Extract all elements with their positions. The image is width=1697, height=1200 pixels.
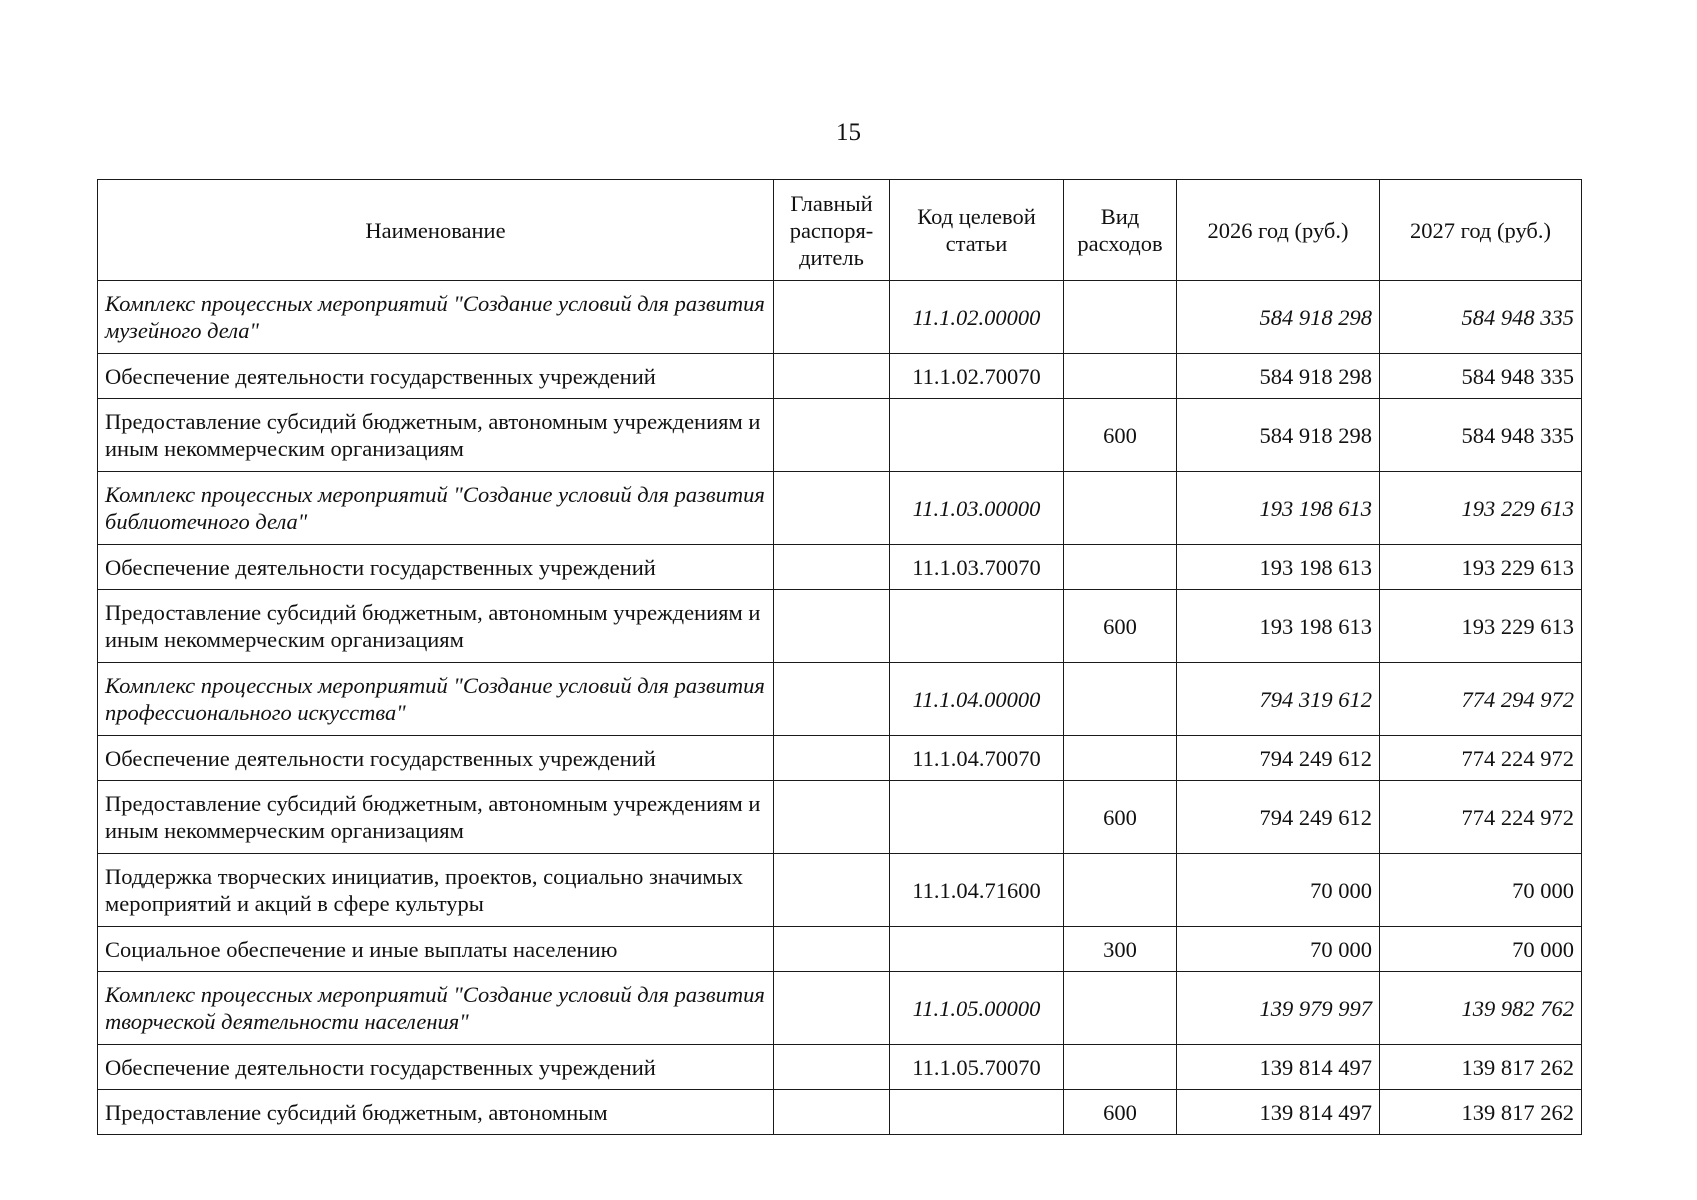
cell-code: [890, 590, 1064, 663]
cell-year-2026: 794 249 612: [1177, 781, 1380, 854]
table-row: [98, 399, 1582, 472]
cell-year-2027: 193 229 613: [1380, 545, 1582, 590]
table-row: [98, 1045, 1582, 1090]
cell-code: [890, 399, 1064, 472]
cell-expense-type: 300: [1064, 927, 1177, 972]
header-year-2026: 2026 год (руб.): [1177, 180, 1380, 281]
budget-table: [97, 179, 1582, 1135]
cell-year-2026: 794 319 612: [1177, 663, 1380, 736]
table-row: [98, 781, 1582, 854]
cell-expense-type: 600: [1064, 1090, 1177, 1135]
cell-code: 11.1.04.71600: [890, 854, 1064, 927]
cell-expense-type: 600: [1064, 590, 1177, 663]
cell-expense-type: [1064, 354, 1177, 399]
cell-manager: [774, 399, 890, 472]
cell-name: Комплекс процессных мероприятий "Создание условий для развития музейного дела": [98, 281, 774, 354]
table-row: [98, 854, 1582, 927]
cell-name: Социальное обеспечение и иные выплаты населению: [98, 927, 774, 972]
table-row: [98, 1090, 1582, 1135]
cell-year-2027: 70 000: [1380, 927, 1582, 972]
table-row: [98, 354, 1582, 399]
cell-code: [890, 927, 1064, 972]
cell-code: 11.1.05.70070: [890, 1045, 1064, 1090]
cell-year-2027: 193 229 613: [1380, 590, 1582, 663]
cell-expense-type: 600: [1064, 399, 1177, 472]
cell-expense-type: [1064, 1045, 1177, 1090]
cell-year-2026: 584 918 298: [1177, 354, 1380, 399]
cell-manager: [774, 1090, 890, 1135]
cell-manager: [774, 472, 890, 545]
cell-name: Поддержка творческих инициатив, проектов, социально значимых мероприятий и акций в сфере культуры: [98, 854, 774, 927]
cell-manager: [774, 545, 890, 590]
header-year-2027: 2027 год (руб.): [1380, 180, 1582, 281]
header-expense-type: Вид расходов: [1064, 180, 1177, 281]
cell-expense-type: [1064, 472, 1177, 545]
cell-year-2027: 584 948 335: [1380, 354, 1582, 399]
cell-year-2027: 774 224 972: [1380, 781, 1582, 854]
cell-year-2027: 139 817 262: [1380, 1090, 1582, 1135]
cell-name: Обеспечение деятельности государственных учреждений: [98, 545, 774, 590]
page-number: 15: [836, 119, 861, 146]
table-body: [98, 281, 1582, 1135]
cell-manager: [774, 281, 890, 354]
cell-year-2027: 139 817 262: [1380, 1045, 1582, 1090]
cell-code: [890, 1090, 1064, 1135]
cell-name: Предоставление субсидий бюджетным, автономным учреждениям и иным некоммерческим организациям: [98, 781, 774, 854]
cell-manager: [774, 972, 890, 1045]
table-row: [98, 590, 1582, 663]
cell-year-2027: 139 982 762: [1380, 972, 1582, 1045]
cell-code: 11.1.04.70070: [890, 736, 1064, 781]
table-row: [98, 545, 1582, 590]
header-manager: Главный распоря-дитель: [774, 180, 890, 281]
table-header-row: [98, 180, 1582, 281]
cell-name: Обеспечение деятельности государственных учреждений: [98, 354, 774, 399]
cell-year-2026: 193 198 613: [1177, 545, 1380, 590]
cell-year-2027: 774 294 972: [1380, 663, 1582, 736]
cell-manager: [774, 1045, 890, 1090]
cell-manager: [774, 663, 890, 736]
cell-name: Обеспечение деятельности государственных учреждений: [98, 1045, 774, 1090]
header-name: Наименование: [98, 180, 774, 281]
cell-expense-type: [1064, 736, 1177, 781]
cell-code: 11.1.04.00000: [890, 663, 1064, 736]
table-row: [98, 472, 1582, 545]
cell-code: [890, 781, 1064, 854]
cell-name: Комплекс процессных мероприятий "Создание условий для развития профессионального искусства": [98, 663, 774, 736]
cell-manager: [774, 781, 890, 854]
cell-expense-type: 600: [1064, 781, 1177, 854]
table-row: [98, 663, 1582, 736]
cell-name: Обеспечение деятельности государственных учреждений: [98, 736, 774, 781]
cell-expense-type: [1064, 854, 1177, 927]
cell-year-2026: 70 000: [1177, 854, 1380, 927]
cell-expense-type: [1064, 663, 1177, 736]
table-row: [98, 281, 1582, 354]
cell-year-2026: 193 198 613: [1177, 590, 1380, 663]
cell-year-2026: 139 814 497: [1177, 1090, 1380, 1135]
cell-year-2026: 193 198 613: [1177, 472, 1380, 545]
table-row: [98, 736, 1582, 781]
cell-code: 11.1.03.70070: [890, 545, 1064, 590]
cell-name: Предоставление субсидий бюджетным, автономным: [98, 1090, 774, 1135]
cell-name: Комплекс процессных мероприятий "Создание условий для развития творческой деятельности населения": [98, 972, 774, 1045]
cell-name: Предоставление субсидий бюджетным, автономным учреждениям и иным некоммерческим организациям: [98, 399, 774, 472]
cell-code: 11.1.02.00000: [890, 281, 1064, 354]
cell-manager: [774, 854, 890, 927]
cell-expense-type: [1064, 972, 1177, 1045]
cell-code: 11.1.03.00000: [890, 472, 1064, 545]
cell-year-2027: 774 224 972: [1380, 736, 1582, 781]
cell-year-2026: 584 918 298: [1177, 399, 1380, 472]
cell-code: 11.1.02.70070: [890, 354, 1064, 399]
cell-year-2026: 70 000: [1177, 927, 1380, 972]
cell-manager: [774, 736, 890, 781]
cell-year-2026: 139 979 997: [1177, 972, 1380, 1045]
cell-year-2027: 584 948 335: [1380, 399, 1582, 472]
cell-year-2026: 584 918 298: [1177, 281, 1380, 354]
cell-code: 11.1.05.00000: [890, 972, 1064, 1045]
table-row: [98, 927, 1582, 972]
cell-manager: [774, 354, 890, 399]
cell-manager: [774, 927, 890, 972]
cell-year-2027: 193 229 613: [1380, 472, 1582, 545]
cell-expense-type: [1064, 281, 1177, 354]
cell-manager: [774, 590, 890, 663]
cell-year-2026: 139 814 497: [1177, 1045, 1380, 1090]
cell-expense-type: [1064, 545, 1177, 590]
cell-name: Предоставление субсидий бюджетным, автономным учреждениям и иным некоммерческим организациям: [98, 590, 774, 663]
cell-year-2026: 794 249 612: [1177, 736, 1380, 781]
header-code: Код целевой статьи: [890, 180, 1064, 281]
table-row: [98, 972, 1582, 1045]
cell-name: Комплекс процессных мероприятий "Создание условий для развития библиотечного дела": [98, 472, 774, 545]
cell-year-2027: 584 948 335: [1380, 281, 1582, 354]
cell-year-2027: 70 000: [1380, 854, 1582, 927]
